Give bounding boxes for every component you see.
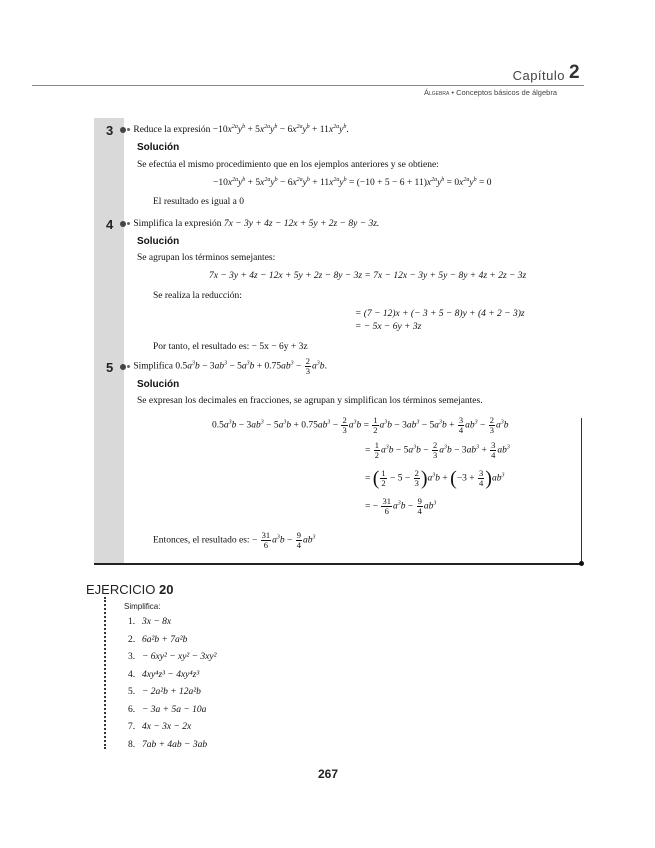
bullet-icon — [127, 365, 130, 368]
examples-bottom-rule — [94, 563, 582, 565]
solution-heading: Solución — [137, 142, 180, 153]
example-number-5: 5 — [106, 360, 114, 375]
bullet-icon — [120, 364, 126, 370]
chapter-header — [513, 68, 565, 83]
example-5-line-1: $0.5a^3b - 3ab^3 - 5a^3b + 0.75ab^3$ − $\frac{2}{3}$ $a^3b$ = $\frac{1}{2}$ $a^3b - 3ab^3 - 5a^3b$ + $\frac{3}{4}$ $ab^3$ − $\frac{2}{3}$ $a^3b$ — [212, 415, 509, 435]
example-5-line-2: = $\frac{1}{2}$ $a^3b - 5a^3b$ − $\frac{2}{3}$ $a^3b - 3ab^3$ + $\frac{3}{4}$ $ab^3$ — [365, 440, 510, 460]
example-5-result: Entonces, el resultado es: − $\frac{31}{6}$ $a^3b$ − $\frac{9}{4}$ $ab^3$ — [153, 530, 316, 550]
examples-right-rule — [581, 418, 582, 564]
example-4-result: Por tanto, el resultado es: − 5x − 6y + 3z — [153, 342, 308, 352]
exercise-dotted-rule — [104, 597, 106, 749]
exercise-item: 8. 7ab + 4ab − 3ab — [128, 739, 208, 750]
solution-heading: Solución — [137, 236, 180, 247]
example-4-intro: Se agrupan los términos semejantes: — [137, 253, 276, 263]
bullet-icon — [127, 222, 130, 225]
exercise-item: 6. − 3a + 5a − 10a — [128, 704, 207, 715]
exercise-item: 4. 4xy⁴z³ − 4xy⁴z³ — [128, 669, 200, 680]
example-5-line-4: = − $\frac{31}{6}$ $a^3b$ − $\frac{9}{4}$ $ab^3$ — [365, 496, 437, 516]
bullet-icon — [120, 221, 126, 227]
chapter-label: Capítulo — [512, 68, 565, 83]
exercise-list — [128, 617, 216, 757]
example-5-intro: Se expresan los decimales en fracciones, se agrupan y simplifican los términos semejantes. — [137, 396, 483, 406]
example-4-reduction-label: Se realiza la reducción: — [153, 291, 242, 301]
example-3-equation: $-10x^{2a}y^b + 5x^{2a}y^b - 6x^{2a}y^b + 11x^{2a}y^b = (-10 + 5 - 6 + 11)x^{2a}y^b = 0x^{2a}y^b = 0$ — [213, 177, 492, 188]
page-number: 267 — [318, 767, 339, 781]
exercise-title: EJERCICIO 20 — [86, 582, 174, 597]
header-rule — [32, 85, 584, 86]
example-3-statement: Reduce la expresión $-10x^{2a}y^b + 5x^{2a}y^b - 6x^{2a}y^b + 11x^{2a}y^b$. — [120, 125, 349, 135]
example-3-result: El resultado es igual a 0 — [153, 197, 245, 207]
example-5-line-3: = ( $\frac{1}{2}$ − 5 − $\frac{2}{3}$ )$a^3b + (-3$ + $\frac{3}{4}$ )$ab^3$ — [365, 467, 505, 490]
exercise-item: 3. − 6xy² − xy² − 3xy² — [128, 652, 217, 662]
example-3-intro: Se efectúa el mismo procedimiento que en los ejemplos anteriores y se obtiene: — [137, 160, 439, 170]
exercise-item: 2. 6a²b + 7a²b — [128, 634, 188, 645]
example-number-4: 4 — [106, 217, 114, 232]
bullet-icon — [120, 127, 126, 133]
examples-side-band — [94, 118, 124, 564]
exercise-item: 7. 4x − 3x − 2x — [128, 722, 192, 732]
exercise-instruction: Simplifica: — [124, 602, 161, 611]
example-4-statement: Simplifica la expresión 7x − 3y + 4z − 12x + 5y + 2z − 8y − 3z. — [120, 219, 379, 229]
header-subtitle: Álgebra • Conceptos básicos de álgebra — [424, 88, 557, 97]
example-5-statement: Simplifica $0.5a^3b - 3ab^3 - 5a^3b + 0.75ab^3$ − $\frac{2}{3}$ $a^3b$. — [120, 357, 327, 376]
exercise-item: 1. 3x − 8x — [128, 617, 172, 627]
example-4-reduction-1: = (7 − 12)x + (− 3 + 5 − 8)y + (4 + 2 − 3)z — [355, 309, 525, 319]
solution-heading: Solución — [137, 379, 180, 390]
example-4-reduction-2: = − 5x − 6y + 3z — [355, 322, 422, 332]
chapter-number: 2 — [569, 62, 580, 83]
bullet-icon — [127, 128, 130, 131]
examples-end-dot — [579, 561, 584, 566]
exercise-item: 5. − 2a²b + 12a²b — [128, 687, 201, 697]
example-4-grouping: 7x − 3y + 4z − 12x + 5y + 2z − 8y − 3z = 7x − 12x − 3y + 5y − 8y + 4z + 2z − 3z — [209, 271, 527, 281]
example-number-3: 3 — [106, 123, 114, 138]
